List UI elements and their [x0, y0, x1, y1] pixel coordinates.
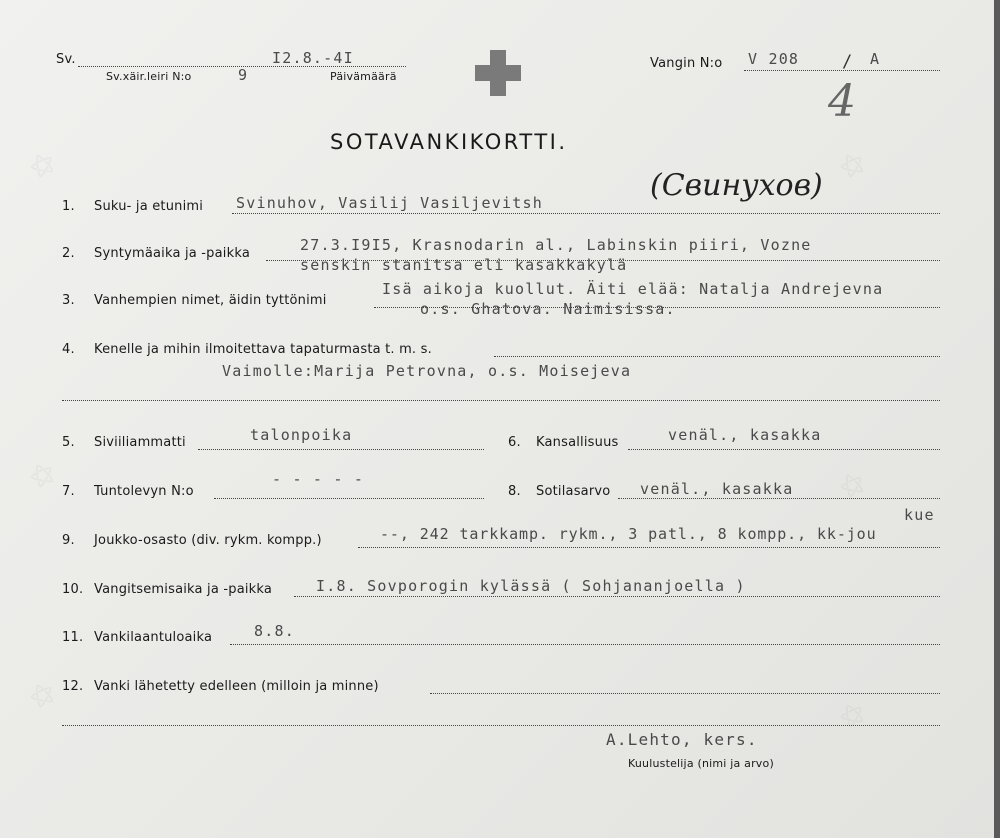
date-value: I2.8.-4I: [272, 49, 354, 67]
field-5-dotline: [198, 449, 484, 450]
field-1-handwritten: (Свинухов): [650, 168, 823, 203]
field-9-above: kue: [904, 506, 935, 524]
field-4-dotline-2: [62, 400, 940, 401]
field-2-value: 27.3.I9I5, Krasnodarin al., Labinskin piiri, Vozne: [300, 236, 812, 254]
field-3-value: Isä aikoja kuollut. Äiti elää: Natalja Andrejevna: [382, 280, 884, 298]
field-11-value: 8.8.: [254, 622, 295, 640]
paivamaara-label: Päivämäärä: [330, 70, 397, 83]
field-3-value-line2: o.s. Ghatova. Naimisissa.: [420, 300, 676, 318]
field-8-label: Sotilasarvo: [536, 484, 611, 499]
field-7-dotline: [214, 498, 484, 499]
field-4-label: Kenelle ja mihin ilmoitettava tapaturmasta t. m. s.: [94, 342, 432, 357]
field-6-value: venäl., kasakka: [668, 426, 822, 444]
field-1-value: Svinuhov, Vasilij Vasiljevitsh: [236, 194, 543, 212]
field-10-dotline: [294, 596, 940, 597]
vangin-label: Vangin N:o: [650, 56, 723, 71]
field-8-dotline: [618, 498, 940, 499]
field-7-label: Tuntolevyn N:o: [94, 484, 194, 499]
field-10-value: I.8. Sovporogin kylässä ( Sohjananjoella ): [316, 577, 746, 595]
field-11-label: Vankilaantuloaika: [94, 630, 213, 645]
leiri-label: Sv.xäir.leiri N:o: [106, 70, 192, 83]
sv-label: Sv.: [56, 52, 76, 67]
leiri-value: 9: [238, 66, 249, 84]
field-12-label: Vanki lähetetty edelleen (milloin ja minne): [94, 679, 379, 694]
vangin-slash: /: [842, 52, 854, 72]
watermark: ⚝: [25, 146, 59, 182]
watermark: ⚝: [835, 696, 869, 732]
field-7-value: - - - - -: [272, 470, 365, 488]
field-11-num: 11.: [62, 630, 84, 645]
field-3-label: Vanhempien nimet, äidin tyttönimi: [94, 293, 327, 308]
field-10-label: Vangitsemisaika ja -paikka: [94, 582, 273, 597]
handwritten-number: 4: [828, 76, 856, 127]
field-6-dotline: [628, 449, 940, 450]
watermark: ⚝: [25, 456, 59, 492]
field-2-label: Syntymäaika ja -paikka: [94, 246, 251, 261]
field-1-num: 1.: [62, 199, 75, 214]
field-9-label: Joukko-osasto (div. rykm. kompp.): [94, 533, 322, 548]
field-12-dotline: [430, 693, 940, 694]
field-12-num: 12.: [62, 679, 84, 694]
field-3-num: 3.: [62, 293, 75, 308]
card-title: SOTAVANKIKORTTI.: [330, 130, 568, 154]
field-4-dotline: [494, 356, 940, 357]
vangin-value: V 208: [748, 50, 800, 68]
field-5-value: talonpoika: [250, 426, 353, 444]
watermark: ⚝: [25, 676, 59, 712]
signature: A.Lehto, kers.: [606, 730, 758, 749]
field-6-num: 6.: [508, 435, 521, 450]
watermark: ⚝: [835, 146, 869, 182]
field-8-num: 8.: [508, 484, 521, 499]
field-4-num: 4.: [62, 342, 75, 357]
field-9-dotline: [358, 547, 940, 548]
field-10-num: 10.: [62, 582, 84, 597]
field-4-value: Vaimolle:Marija Petrovna, o.s. Moisejeva: [222, 362, 632, 380]
field-1-dotline: [232, 213, 940, 214]
field-9-num: 9.: [62, 533, 75, 548]
field-9-value: --, 242 tarkkamp. rykm., 3 patl., 8 kompp., kk-jou: [380, 525, 877, 543]
field-2-value-line2: senskin stanitsa eli kasakkakylä: [300, 256, 628, 274]
field-2-num: 2.: [62, 246, 75, 261]
watermark: ⚝: [835, 466, 869, 502]
field-1-label: Suku- ja etunimi: [94, 199, 204, 214]
field-5-num: 5.: [62, 435, 75, 450]
field-12-dotline-2: [62, 725, 940, 726]
field-6-label: Kansallisuus: [536, 435, 619, 450]
red-cross-icon: [475, 50, 521, 96]
field-5-label: Siviiliammatti: [94, 435, 186, 450]
field-8-value: venäl., kasakka: [640, 480, 794, 498]
field-11-dotline: [230, 644, 940, 645]
vangin-suffix: A: [870, 50, 881, 68]
field-7-num: 7.: [62, 484, 75, 499]
kuulustelija-label: Kuulustelija (nimi ja arvo): [628, 757, 774, 770]
card-edge: [994, 0, 1000, 838]
